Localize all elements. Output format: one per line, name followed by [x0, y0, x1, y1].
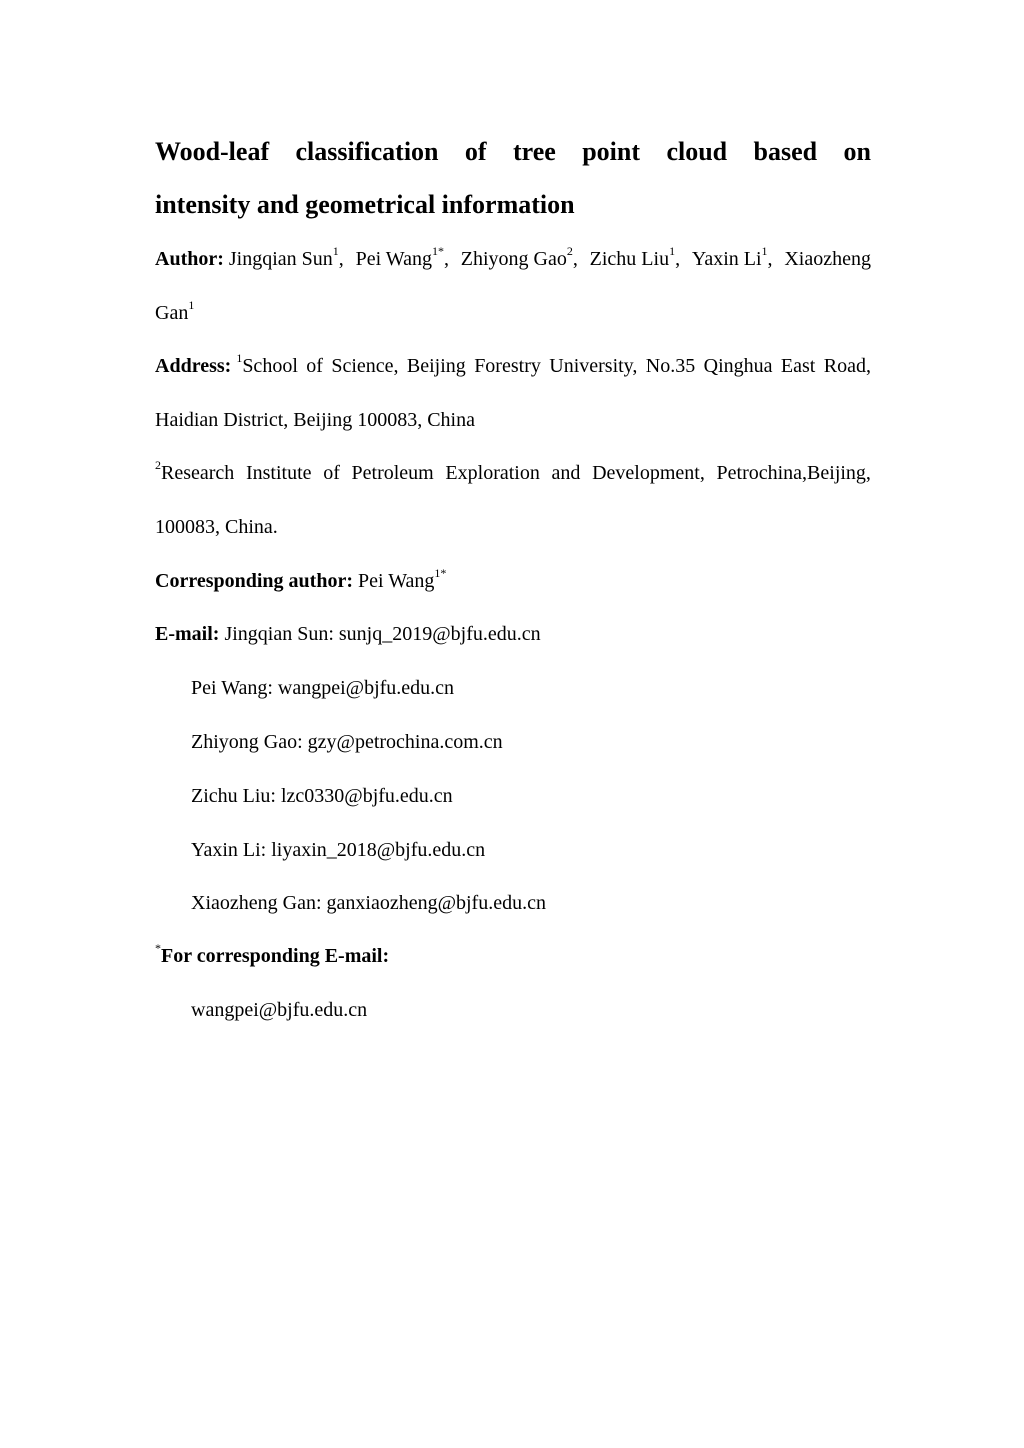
author-line — [155, 244, 871, 271]
author-label: Author: — [155, 248, 224, 270]
address-word: Qinghua — [703, 355, 773, 377]
separator: , — [443, 248, 449, 270]
title-line-1 — [155, 137, 871, 167]
title-word: based — [753, 137, 818, 166]
separator: , — [338, 248, 344, 270]
author-entry — [355, 244, 449, 271]
corresponding-email-line — [155, 941, 871, 968]
title-word: on — [843, 137, 871, 166]
email-line — [155, 622, 871, 646]
author-line-continuation — [155, 298, 871, 325]
address-word: Science, — [331, 355, 399, 377]
corresponding-email-label: For corresponding E-mail: — [161, 945, 390, 967]
author-name: Zichu Liu — [589, 248, 670, 270]
affiliation-sup: 1 — [236, 351, 243, 366]
address-word: Development, — [592, 462, 705, 484]
address-word: and — [551, 462, 581, 484]
address-word: Road, — [823, 355, 871, 377]
email-entry: Jingqian Sun: sunjq_2019@bjfu.edu.cn — [224, 623, 541, 645]
email-entry: Zichu Liu: lzc0330@bjfu.edu.cn — [191, 785, 453, 807]
author-name: Pei Wang — [355, 248, 432, 270]
address-word: Petroleum — [351, 462, 434, 484]
asterisk-sup: * — [155, 941, 161, 956]
address-line-4: 100083, China. — [155, 516, 278, 538]
author-entry — [460, 244, 578, 271]
author-entry — [155, 244, 344, 271]
affiliation-sup: 2 — [566, 244, 573, 259]
address-line-3 — [155, 458, 871, 485]
separator: , — [572, 248, 578, 270]
title-word: of — [464, 137, 487, 166]
affiliation-sup: 1* — [431, 244, 444, 259]
title-line-2: intensity and geometrical information — [155, 190, 575, 219]
affiliation-sup: 1* — [434, 566, 447, 581]
address-word: Research — [161, 462, 235, 484]
address-line-1 — [155, 351, 871, 378]
author-entry — [589, 244, 681, 271]
address-word: Petrochina,Beijing, — [716, 462, 871, 484]
affiliation-sup: 1 — [332, 244, 339, 259]
address-word: of — [306, 355, 323, 377]
author-name: Gan — [155, 302, 189, 324]
author-name: Jingqian Sun — [228, 248, 333, 270]
corresponding-label: Corresponding author: — [155, 570, 353, 592]
address-word: Forestry — [474, 355, 541, 377]
address-label: Address: — [155, 355, 232, 377]
separator: , — [767, 248, 773, 270]
affiliation-sup: 2 — [155, 458, 161, 473]
title-word: point — [582, 137, 641, 166]
address-word: No.35 — [645, 355, 696, 377]
separator: , — [675, 248, 681, 270]
corresponding-email-address: wangpei@bjfu.edu.cn — [191, 999, 368, 1021]
address-word: Exploration — [445, 462, 540, 484]
address-lead — [155, 351, 298, 378]
email-entry: Pei Wang: wangpei@bjfu.edu.cn — [191, 677, 455, 699]
address-word: of — [323, 462, 340, 484]
address-word: Beijing — [406, 355, 466, 377]
title-word: tree — [513, 137, 556, 166]
address-lead — [155, 458, 235, 485]
title-word: classification — [295, 137, 439, 166]
email-label: E-mail: — [155, 623, 220, 645]
address-line-2: Haidian District, Beijing 100083, China — [155, 409, 475, 431]
address-word: East — [780, 355, 816, 377]
affiliation-sup: 1 — [188, 298, 195, 313]
title-word: cloud — [666, 137, 728, 166]
affiliation-sup: 1 — [761, 244, 768, 259]
affiliation-sup: 1 — [669, 244, 676, 259]
author-name: Yaxin Li — [691, 248, 762, 270]
author-entry — [784, 247, 871, 271]
corresponding-author-line — [155, 566, 871, 593]
author-entry — [691, 244, 773, 271]
address-word: Institute — [245, 462, 312, 484]
author-name: Zhiyong Gao — [460, 248, 567, 270]
email-entry: Xiaozheng Gan: ganxiaozheng@bjfu.edu.cn — [191, 892, 546, 914]
author-name: Xiaozheng — [784, 248, 871, 270]
address-word: School — [242, 355, 298, 377]
title-word: Wood-leaf — [155, 137, 270, 166]
address-word: University, — [549, 355, 638, 377]
email-entry: Yaxin Li: liyaxin_2018@bjfu.edu.cn — [191, 839, 486, 861]
email-entry: Zhiyong Gao: gzy@petrochina.com.cn — [191, 731, 503, 753]
corresponding-name: Pei Wang — [358, 570, 435, 592]
